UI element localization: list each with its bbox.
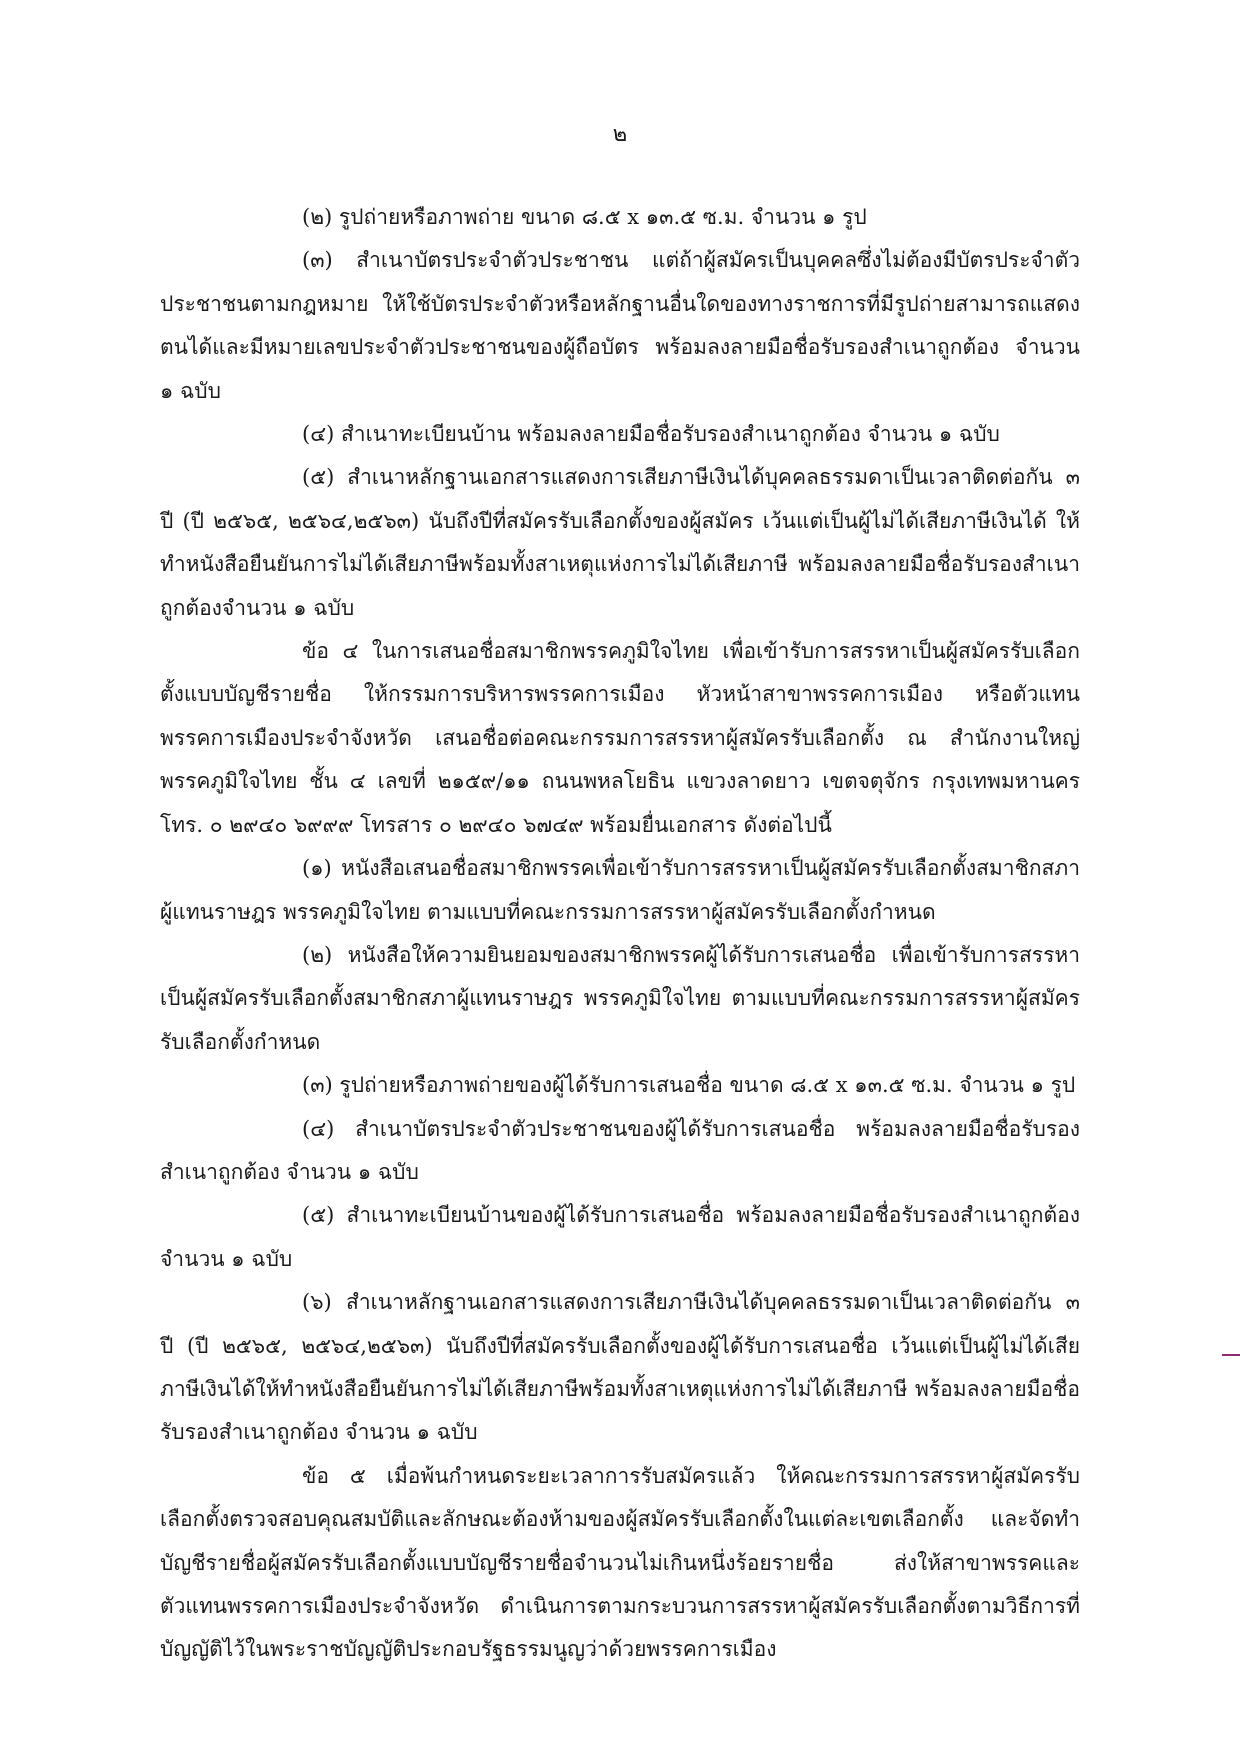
item-id-card-applicant: (๓) สำเนาบัตรประจำตัวประชาชน แต่ถ้าผู้สมัครเป็นบุคคลซึ่งไม่ต้องมีบัตรประจำตัวประชาชนตามกฎหมาย ให้ใช้บัตรประจำตัวหรือหลักฐานอื่นใดของทางราชการที่มีรูปถ่ายสามารถแสดงตนได้และมีหมายเลขประจำตัวประชาชนของผู้ถือบัตร พร้อมลงลายมือชื่อรับรองสำเนาถูกต้อง จำนวน ๑ ฉบับ [160,248,1080,403]
clause-4-nomination: ข้อ ๔ ในการเสนอชื่อสมาชิกพรรคภูมิใจไทย เพื่อเข้ารับการสรรหาเป็นผู้สมัครรับเลือกตั้งแบบบัญชีรายชื่อ ให้กรรมการบริหารพรรคการเมือง หัวหน้าสาขาพรรคการเมือง หรือตัวแทนพรรคการเมืองประจำจังหวัด เสนอชื่อต่อคณะกรรมการสรรหาผู้สมัครรับเลือกตั้ง ณ สำนักงานใหญ่พรรคภูมิใจไทย ชั้น ๔ เลขที่ ๒๑๕๙/๑๑ ถนนพหลโยธิน แขวงลาดยาว เขตจตุจักร กรุงเทพมหานคร โทร. ๐ ๒๙๔๐ ๖๙๙๙ โทรสาร ๐ ๒๙๔๐ ๖๗๔๙ พร้อมยื่นเอกสาร ดังต่อไปนี้ [160,639,1080,837]
item-photo-nominee: (๓) รูปถ่ายหรือภาพถ่ายของผู้ได้รับการเสนอชื่อ ขนาด ๘.๕ x ๑๓.๕ ซ.ม. จำนวน ๑ รูป [302,1073,1076,1098]
item-id-card-nominee: (๔) สำเนาบัตรประจำตัวประชาชนของผู้ได้รับการเสนอชื่อ พร้อมลงลายมือชื่อรับรองสำเนาถูกต้อง จำนวน ๑ ฉบับ [160,1116,1080,1184]
margin-mark [1222,1354,1240,1356]
item-nomination-letter: (๑) หนังสือเสนอชื่อสมาชิกพรรคเพื่อเข้ารับการสรรหาเป็นผู้สมัครรับเลือกตั้งสมาชิกสภาผู้แทนราษฎร พรรคภูมิใจไทย ตามแบบที่คณะกรรมการสรรหาผู้สมัครรับเลือกตั้งกำหนด [160,856,1080,924]
item-house-registration-nominee: (๕) สำเนาทะเบียนบ้านของผู้ได้รับการเสนอชื่อ พร้อมลงลายมือชื่อรับรองสำเนาถูกต้องจำนวน ๑ ฉบับ [160,1203,1080,1271]
item-consent-letter: (๒) หนังสือให้ความยินยอมของสมาชิกพรรคผู้ได้รับการเสนอชื่อ เพื่อเข้ารับการสรรหาเป็นผู้สมัครรับเลือกตั้งสมาชิกสภาผู้แทนราษฎร พรรคภูมิใจไทย ตามแบบที่คณะกรรมการสรรหาผู้สมัครรับเลือกตั้งกำหนด [160,942,1080,1054]
document-body [160,196,1080,1672]
item-tax-evidence-nominee: (๖) สำเนาหลักฐานเอกสารแสดงการเสียภาษีเงินได้บุคคลธรรมดาเป็นเวลาติดต่อกัน ๓ ปี (ปี ๒๕๖๕, ๒๕๖๔,๒๕๖๓) นับถึงปีที่สมัครรับเลือกตั้งของผู้ได้รับการเสนอชื่อ เว้นแต่เป็นผู้ไม่ได้เสียภาษีเงินได้ให้ทำหนังสือยืนยันการไม่ได้เสียภาษีพร้อมทั้งสาเหตุแห่งการไม่ได้เสียภาษี พร้อมลงลายมือชื่อรับรองสำเนาถูกต้อง จำนวน ๑ ฉบับ [160,1290,1080,1445]
item-house-registration-applicant: (๔) สำเนาทะเบียนบ้าน พร้อมลงลายมือชื่อรับรองสำเนาถูกต้อง จำนวน ๑ ฉบับ [302,422,1000,447]
page-number: ๒ [612,122,628,147]
item-tax-evidence-applicant: (๕) สำเนาหลักฐานเอกสารแสดงการเสียภาษีเงินได้บุคคลธรรมดาเป็นเวลาติดต่อกัน ๓ ปี (ปี ๒๕๖๕, ๒๕๖๔,๒๕๖๓) นับถึงปีที่สมัครรับเลือกตั้งของผู้สมัคร เว้นแต่เป็นผู้ไม่ได้เสียภาษีเงินได้ ให้ทำหนังสือยืนยันการไม่ได้เสียภาษีพร้อมทั้งสาเหตุแห่งการไม่ได้เสียภาษี พร้อมลงลายมือชื่อรับรองสำเนาถูกต้องจำนวน ๑ ฉบับ [160,465,1080,620]
clause-5-screening: ข้อ ๕ เมื่อพ้นกำหนดระยะเวลาการรับสมัครแล้ว ให้คณะกรรมการสรรหาผู้สมัครรับเลือกตั้งตรวจสอบคุณสมบัติและลักษณะต้องห้ามของผู้สมัครรับเลือกตั้งในแต่ละเขตเลือกตั้ง และจัดทำบัญชีรายชื่อผู้สมัครรับเลือกตั้งแบบบัญชีรายชื่อจำนวนไม่เกินหนึ่งร้อยรายชื่อ ส่งให้สาขาพรรคและตัวแทนพรรคการเมืองประจำจังหวัด ดำเนินการตามกระบวนการสรรหาผู้สมัครรับเลือกตั้งตามวิธีการที่บัญญัติไว้ในพระราชบัญญัติประกอบรัฐธรรมนูญว่าด้วยพรรคการเมือง [160,1463,1080,1662]
item-photo-applicant: (๒) รูปถ่ายหรือภาพถ่าย ขนาด ๘.๕ x ๑๓.๕ ซ.ม. จำนวน ๑ รูป [302,205,867,229]
